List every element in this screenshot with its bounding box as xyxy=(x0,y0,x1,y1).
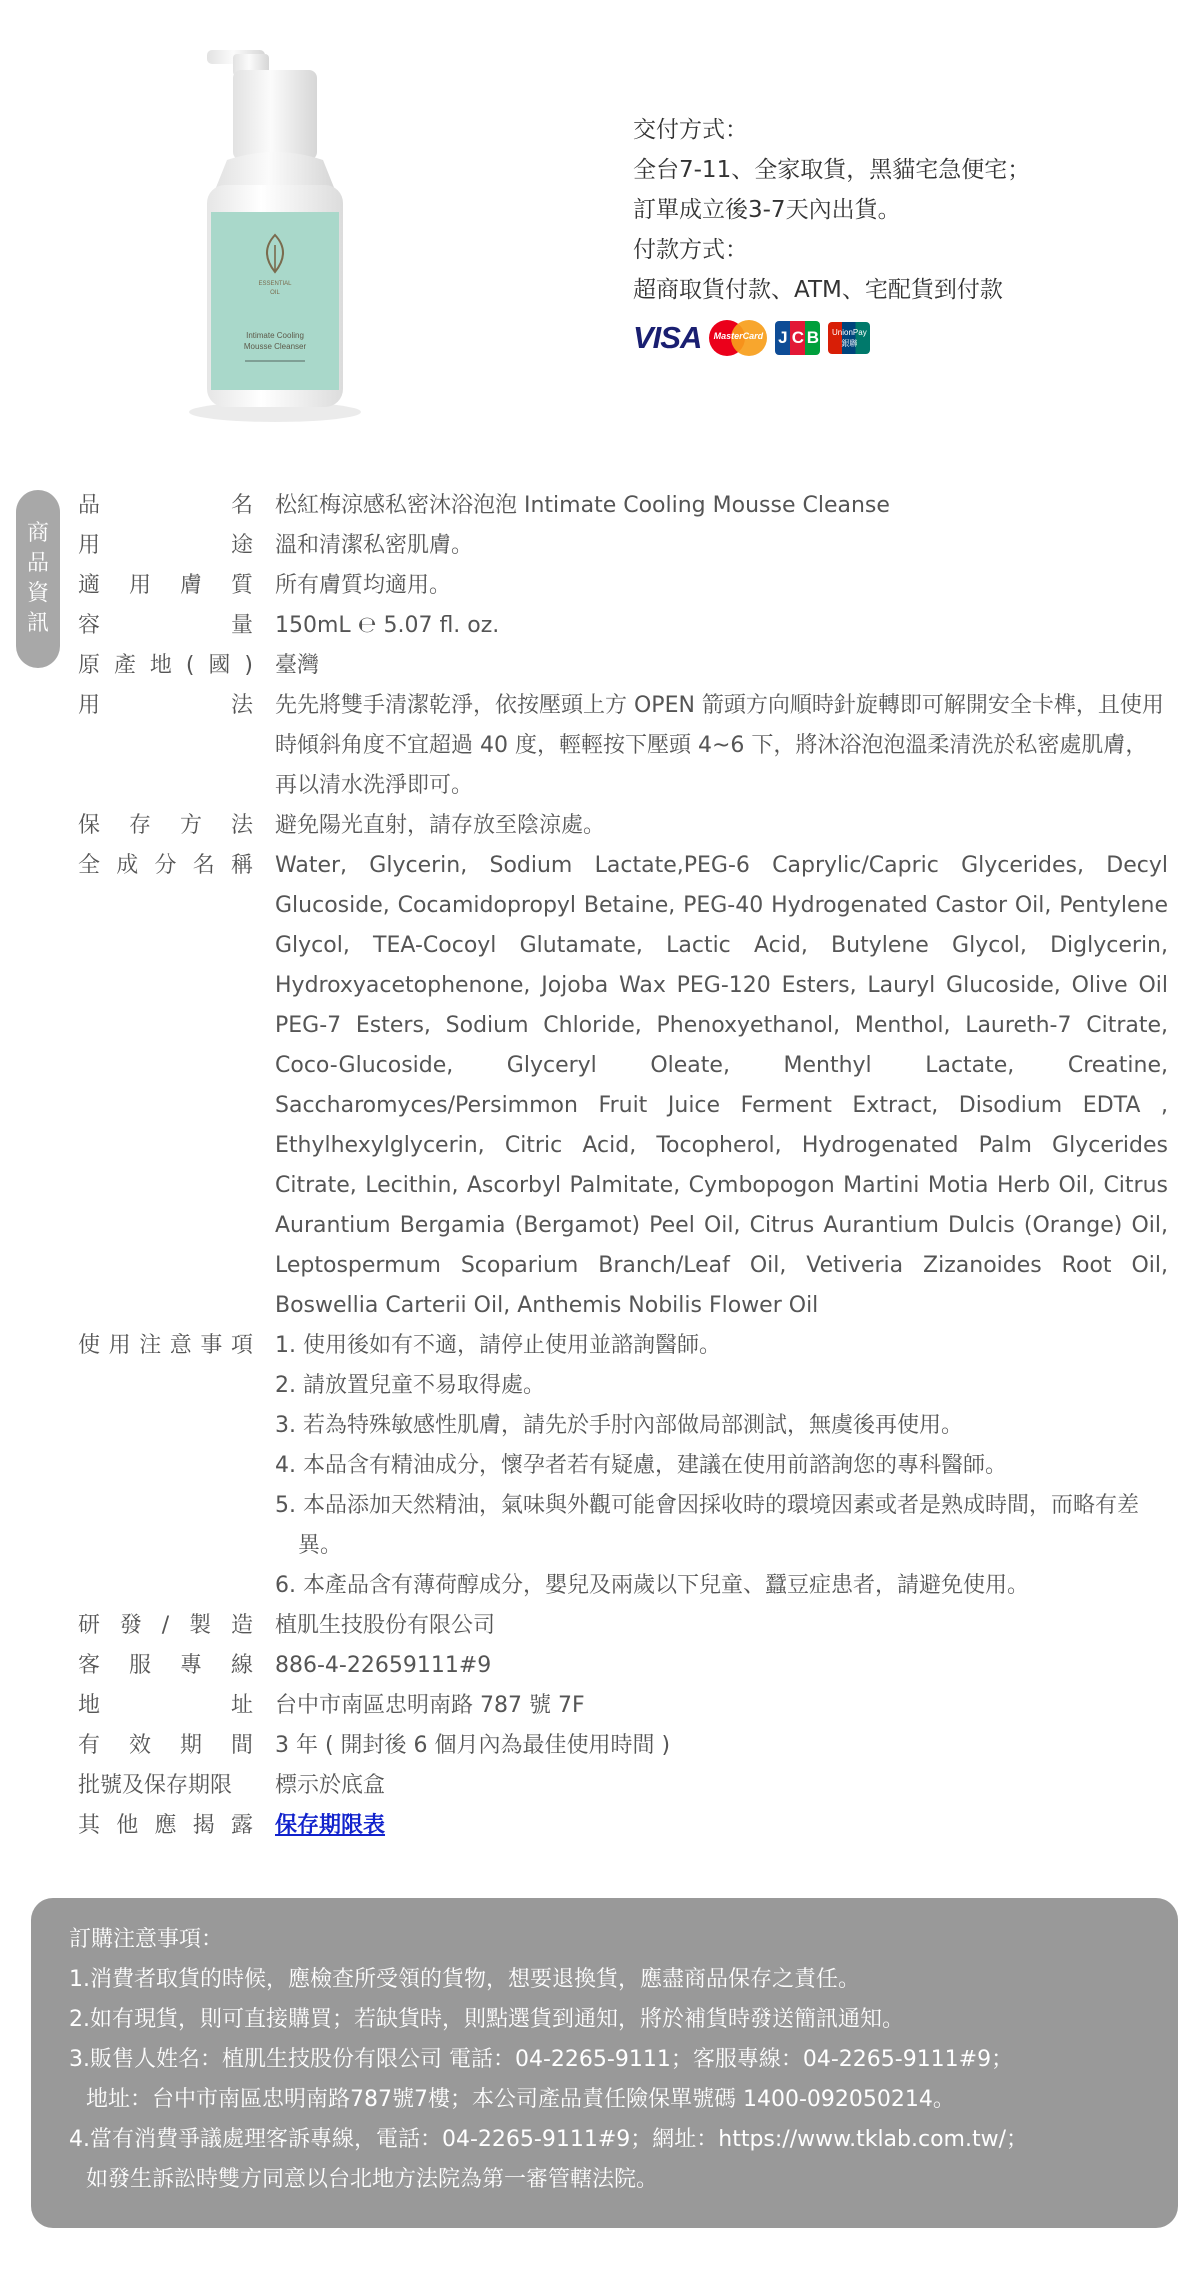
info-value: 所有膚質均適用。 xyxy=(275,573,452,598)
notice-line: 地址：台中市南區忠明南路787號7樓；本公司產品責任險保單號碼 1400-092050214。 xyxy=(86,2087,955,2112)
visa-logo: VISA xyxy=(633,320,702,355)
tab-char: 品 xyxy=(26,551,49,576)
precaution-item: 3. 若為特殊敏感性肌膚，請先於手肘內部做局部測試，無虞後再使用。 xyxy=(275,1413,963,1438)
product-info-table xyxy=(78,486,1168,1846)
info-row-shelf-life xyxy=(78,1806,1168,1846)
shelf-life-label: 其 他 應 揭 露 xyxy=(78,1813,253,1838)
info-value: 避免陽光直射，請存放至陰涼處。 xyxy=(275,813,606,838)
info-label: 有 效 期 間 xyxy=(78,1733,253,1758)
info-row xyxy=(78,526,1168,566)
notice-line: 2.如有現貨，則可直接購買；若缺貨時，則點選貨到通知，將於補貨時發送簡訊通知。 xyxy=(69,2007,904,2032)
info-value: 先先將雙手清潔乾淨，依按壓頭上方 OPEN 箭頭方向順時針旋轉即可解開安全卡榫，且使用時傾斜角度不宜超過 40 度，輕輕按下壓頭 4~6 下，將沐浴泡泡溫柔清洗於私密處肌膚，再以清水洗淨即可。 xyxy=(275,693,1164,798)
notice-line: 3.販售人姓名：植肌生技股份有限公司 電話：04-2265-9111；客服專線：04-2265-9111#9； xyxy=(69,2047,1014,2072)
precaution-item: 2. 請放置兒童不易取得處。 xyxy=(275,1373,545,1398)
info-label: 用 法 xyxy=(78,693,253,718)
precautions-list xyxy=(275,1326,1168,1606)
notice-title: 訂購注意事項： xyxy=(69,1927,224,1952)
info-value: 植肌生技股份有限公司 xyxy=(275,1613,496,1638)
shelf-life-link[interactable]: 保存期限表 xyxy=(275,1813,386,1838)
precaution-item: 4. 本品含有精油成分，懷孕者若有疑慮，建議在使用前諮詢您的專科醫師。 xyxy=(275,1453,1007,1478)
info-label: 研 發 / 製 造 xyxy=(78,1613,253,1638)
info-label: 地 址 xyxy=(78,1693,253,1718)
info-label: 批號及保存期限 xyxy=(78,1773,233,1798)
tab-char: 訊 xyxy=(26,611,49,636)
info-label: 適 用 膚 質 xyxy=(78,573,253,598)
info-row-precautions xyxy=(78,1326,1168,1606)
jcb-letter: J xyxy=(775,321,790,355)
info-label: 用 途 xyxy=(78,533,253,558)
payment-logos xyxy=(633,318,1153,358)
info-value: 150mL ℮ 5.07 fl. oz. xyxy=(275,613,500,638)
mastercard-text: MasterCard xyxy=(713,331,764,341)
info-row xyxy=(78,486,1168,526)
delivery-line: 訂單成立後3-7天內出貨。 xyxy=(633,197,901,223)
info-row xyxy=(78,686,1168,806)
info-value: Water, Glycerin, Sodium Lactate,PEG-6 Caprylic/Capric Glycerides, Decyl Glucoside, Cocamidopropyl Betaine, PEG-40 Hydrogenated Castor Oil, Pentylene Glycol, TEA-Cocoyl Glutamate, Lactic Acid, Butylene Glycol, Diglycerin, Hydroxyacetophenone, Jojoba Wax PEG-120 Esters, Lauryl Glucoside, Olive Oil PEG-7 Esters, Sodium Chloride, Phenoxyethanol, Menthol, Laureth-7 Citrate, Coco-Glucoside, Glyceryl Oleate, Menthyl Lactate, Creatine, Saccharomyces/Persimmon Fruit Juice Ferment Extract, Disodium EDTA , Ethylhexylglycerin, Citric Acid, Tocopherol, Hydrogenated Palm Glycerides Citrate, Lecithin, Ascorbyl Palmitate, Cymbopogon Martini Motia Herb Oil, Citrus Aurantium Bergamia (Bergamot) Peel Oil, Citrus Aurantium Dulcis (Orange) Oil, Leptospermum Scoparium Branch/Leaf Oil, Vetiveria Zizanoides Root Oil, Boswellia Carterii Oil, Anthemis Nobilis Flower Oil xyxy=(275,853,1168,1318)
jcb-letter: C xyxy=(790,321,805,355)
info-row xyxy=(78,1606,1168,1646)
info-value: 886-4-22659111#9 xyxy=(275,1653,492,1678)
delivery-line: 超商取貨付款、ATM、宅配貨到付款 xyxy=(633,277,1003,303)
unionpay-text: UnionPay xyxy=(832,328,867,337)
delivery-line: 全台7-11、全家取貨，黑貓宅急便宅； xyxy=(633,157,1031,183)
tab-char: 資 xyxy=(26,581,49,606)
info-value: 松紅梅涼感私密沐浴泡泡 Intimate Cooling Mousse Cleanse xyxy=(275,493,890,518)
precautions-label: 使 用 注 意 事 項 xyxy=(78,1333,253,1358)
info-row xyxy=(78,1766,1168,1806)
info-row xyxy=(78,566,1168,606)
info-label: 原 產 地 ( 國 ) xyxy=(78,653,253,678)
info-label: 客 服 專 線 xyxy=(78,1653,253,1678)
info-row xyxy=(78,1646,1168,1686)
info-row xyxy=(78,646,1168,686)
delivery-line: 付款方式： xyxy=(633,237,748,263)
notice-line: 如發生訴訟時雙方同意以台北地方法院為第一審管轄法院。 xyxy=(86,2167,659,2192)
info-value: 臺灣 xyxy=(275,653,320,678)
notice-line: 1.消費者取貨的時候，應檢查所受領的貨物，想要退換貨，應盡商品保存之責任。 xyxy=(69,1967,860,1992)
bottle-name-2: Mousse Cleanser xyxy=(243,342,307,351)
delivery-line: 交付方式： xyxy=(633,117,748,143)
info-value: 3 年 ( 開封後 6 個月內為最佳使用時間 ) xyxy=(275,1733,671,1758)
unionpay-text-cn: 銀聯 xyxy=(841,339,858,348)
precaution-item: 5. 本品添加天然精油，氣味與外觀可能會因採收時的環境因素或者是熟成時間，而略有差異。 xyxy=(275,1493,1139,1558)
info-label: 品 名 xyxy=(78,493,253,518)
product-info-tab xyxy=(16,490,60,668)
info-row xyxy=(78,606,1168,646)
info-value: 台中市南區忠明南路 787 號 7F xyxy=(275,1693,585,1718)
notice-line: 4.當有消費爭議處理客訴專線，電話：04-2265-9111#9；網址：https://www.tklab.com.tw/； xyxy=(69,2127,1029,2152)
jcb-letter: B xyxy=(805,321,820,355)
info-label: 容 量 xyxy=(78,613,253,638)
delivery-info xyxy=(633,110,1153,358)
precaution-item: 6. 本產品含有薄荷醇成分，嬰兒及兩歲以下兒童、蠶豆症患者，請避免使用。 xyxy=(275,1573,1029,1598)
unionpay-logo xyxy=(828,322,870,354)
info-value: 溫和清潔私密肌膚。 xyxy=(275,533,474,558)
info-row xyxy=(78,1686,1168,1726)
tab-char: 商 xyxy=(26,521,49,546)
product-image xyxy=(175,40,375,430)
order-notice xyxy=(31,1898,1178,2228)
info-value: 標示於底盒 xyxy=(275,1773,386,1798)
precaution-item: 1. 使用後如有不適，請停止使用並諮詢醫師。 xyxy=(275,1333,721,1358)
info-row xyxy=(78,806,1168,846)
info-label: 保 存 方 法 xyxy=(78,813,253,838)
info-row xyxy=(78,1726,1168,1766)
bottle-name-1: Intimate Cooling xyxy=(246,331,304,340)
bottle-brand-2: OIL xyxy=(270,290,280,296)
bottle-brand-1: ESSENTIAL xyxy=(258,281,292,287)
info-label: 全 成 分 名 稱 xyxy=(78,853,253,878)
info-row xyxy=(78,846,1168,1326)
jcb-logo xyxy=(775,321,820,355)
mastercard-logo xyxy=(709,320,767,356)
